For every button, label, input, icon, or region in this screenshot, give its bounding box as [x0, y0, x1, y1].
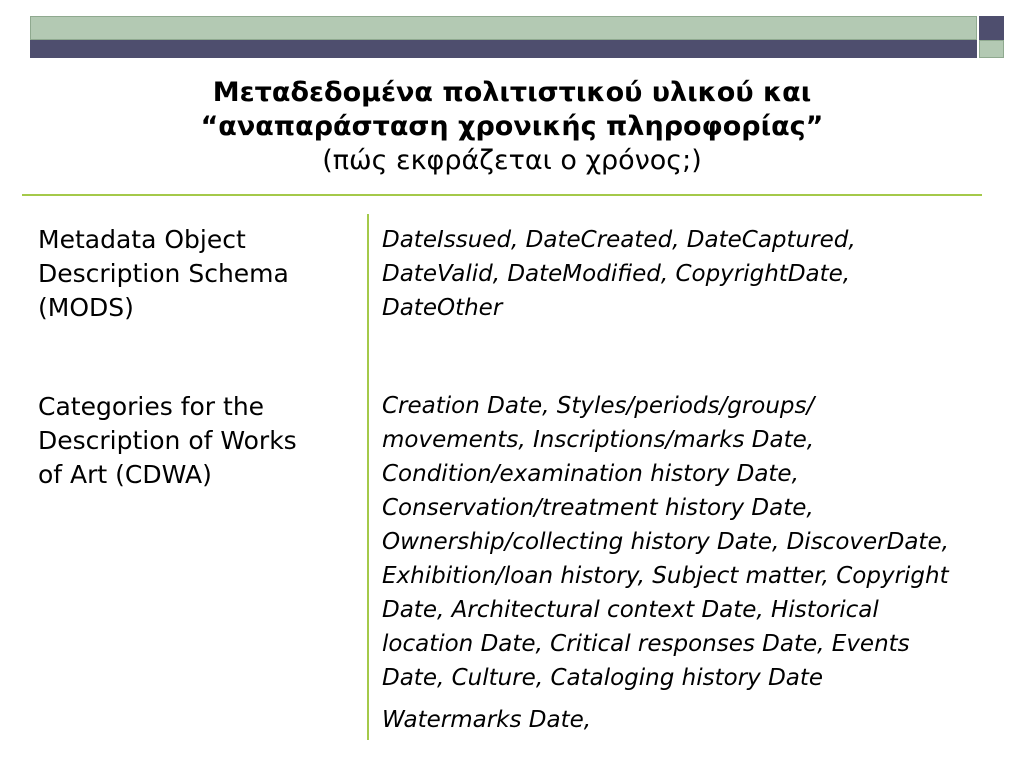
column-divider	[367, 214, 369, 740]
header-band-dark	[30, 40, 977, 58]
desc-line: Creation Date, Styles/periods/groups/	[382, 393, 815, 419]
term-cdwa	[38, 390, 348, 492]
term-line: Description Schema	[38, 259, 289, 288]
desc-line: DateValid, DateModified, CopyrightDate,	[382, 261, 851, 287]
term-line: Metadata Object	[38, 225, 246, 254]
desc-line: DateOther	[382, 295, 503, 321]
corner-square-light	[979, 40, 1004, 58]
desc-watermarks: Watermarks Date,	[382, 707, 592, 733]
title-line-3: (πώς εκφράζεται ο χρόνος;)	[322, 145, 702, 176]
slide-title	[60, 76, 964, 178]
term-line: Description of Works	[38, 426, 297, 455]
desc-mods	[382, 223, 1012, 325]
desc-line: Exhibition/loan history, Subject matter, Copyright	[382, 563, 949, 589]
desc-line: Conservation/treatment history Date,	[382, 495, 814, 521]
term-line: (MODS)	[38, 293, 134, 322]
title-line-1: Μεταδεδομένα πολιτιστικού υλικού και	[212, 77, 812, 108]
desc-line: DateIssued, DateCreated, DateCaptured,	[382, 227, 856, 253]
title-line-2: “αναπαράσταση χρονικής πληροφορίας”	[200, 111, 824, 142]
title-underline	[22, 194, 982, 196]
desc-cdwa	[382, 389, 1012, 695]
desc-line: movements, Inscriptions/marks Date,	[382, 427, 815, 453]
desc-line: location Date, Critical responses Date, Events	[382, 631, 910, 657]
desc-line: Condition/examination history Date,	[382, 461, 799, 487]
corner-square-dark	[979, 16, 1004, 40]
term-mods	[38, 223, 348, 325]
term-line: of Art (CDWA)	[38, 460, 212, 489]
term-line: Categories for the	[38, 392, 265, 421]
desc-line: Date, Architectural context Date, Historical	[382, 597, 879, 623]
header-band-light	[30, 16, 977, 40]
desc-line: Date, Culture, Cataloging history Date	[382, 665, 824, 691]
desc-line: Ownership/collecting history Date, DiscoverDate,	[382, 529, 949, 555]
